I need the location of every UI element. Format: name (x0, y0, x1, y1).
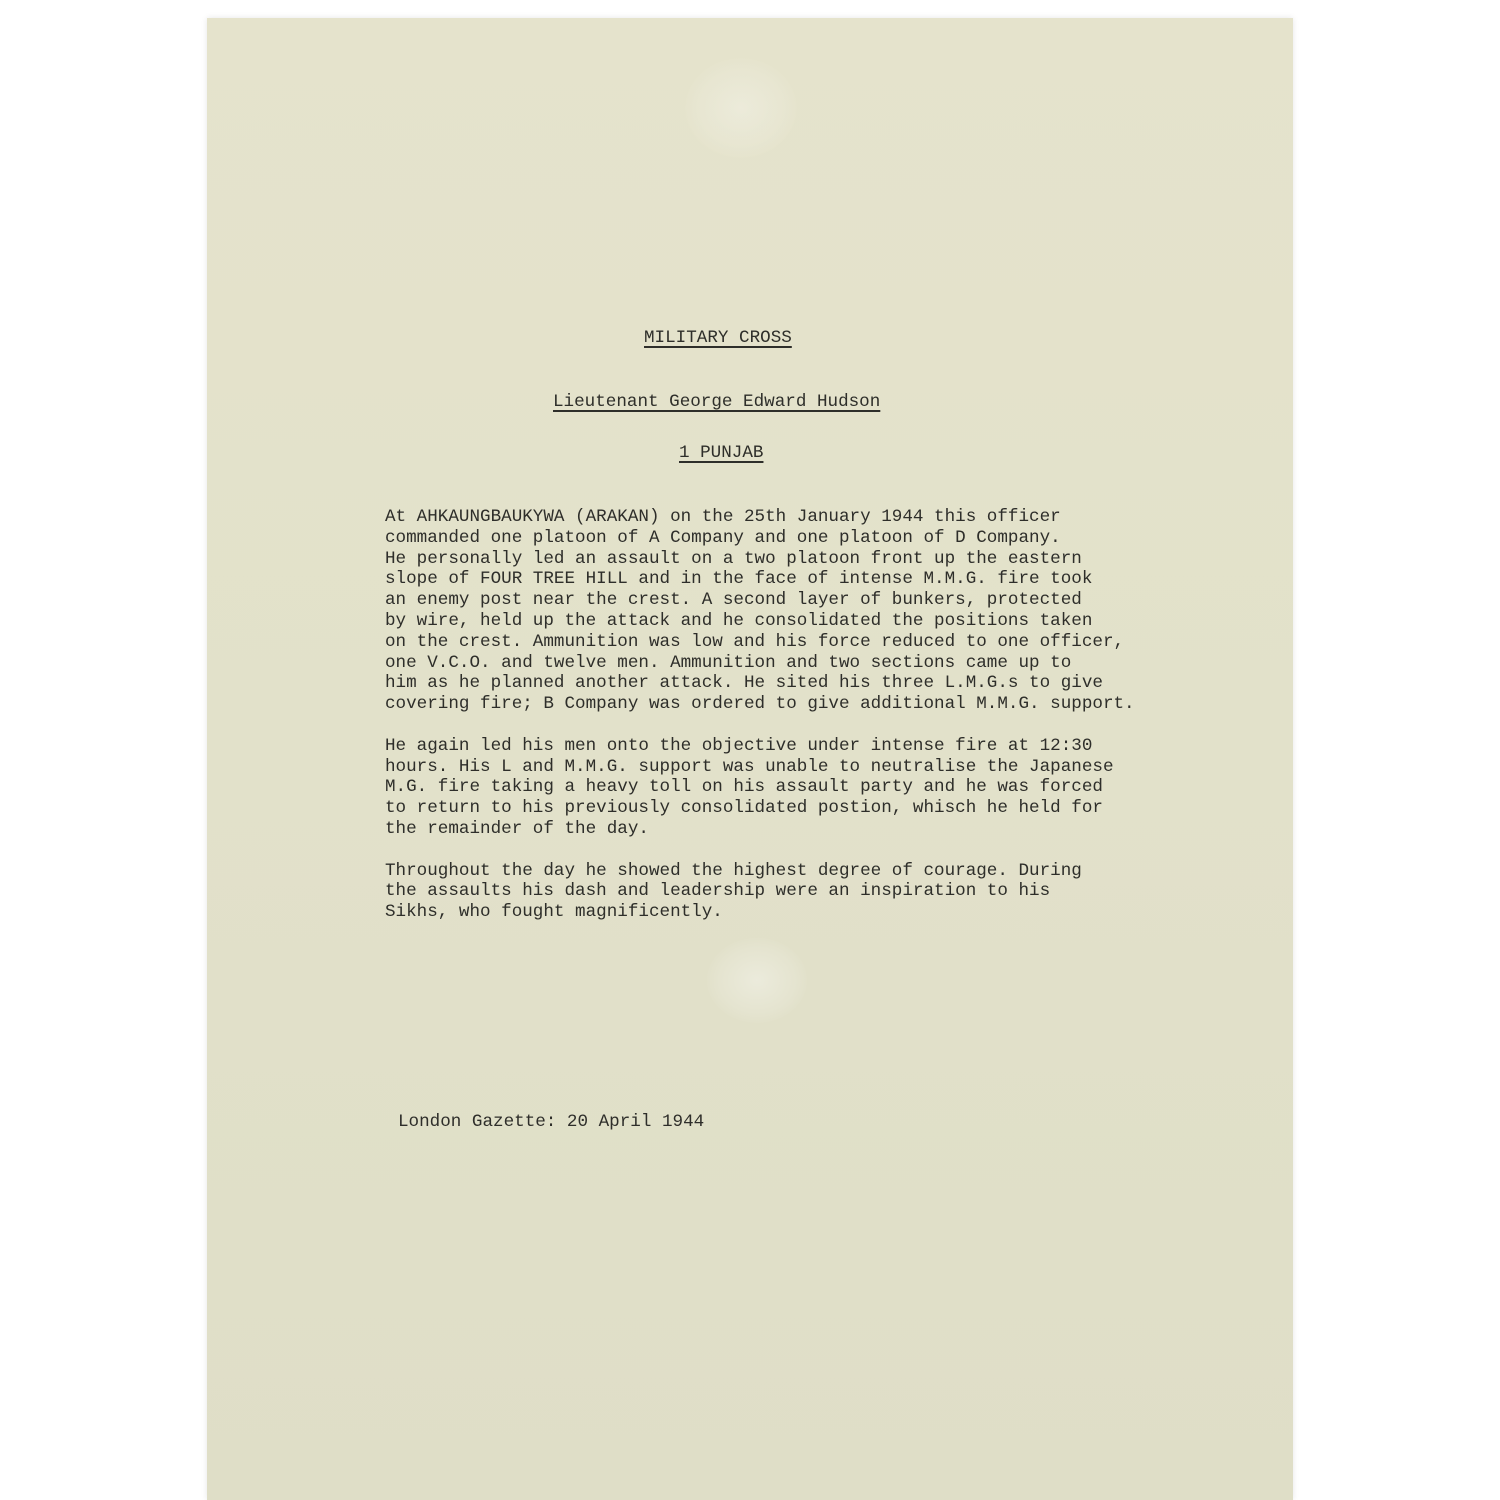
embossed-seal-top (685, 58, 797, 158)
gazette-reference: London Gazette: 20 April 1944 (398, 1112, 705, 1132)
citation-line: an enemy post near the crest. A second layer of bunkers, protected (385, 590, 1082, 611)
citation-line: hours. His L and M.M.G. support was unable to neutralise the Japanese (385, 756, 1114, 777)
unit-name: 1 PUNJAB (679, 443, 764, 463)
recipient-name: Lieutenant George Edward Hudson (553, 392, 881, 412)
citation-line: to return to his previously consolidated postion, whisch he held for (385, 798, 1103, 819)
citation-line: At AHKAUNGBAUKYWA (ARAKAN) on the 25th January 1944 this officer (385, 507, 1061, 527)
citation-line: He again led his men onto the objective under intense fire at 12:30 (385, 735, 1093, 756)
award-title: MILITARY CROSS (644, 328, 792, 348)
citation-line: by wire, held up the attack and he consolidated the positions taken (385, 610, 1093, 631)
citation-line: slope of FOUR TREE HILL and in the face of intense M.M.G. fire took (385, 569, 1093, 590)
citation-paragraph-2 (385, 736, 1265, 840)
citation-line: commanded one platoon of A Company and one platoon of D Company. (385, 527, 1061, 548)
citation-line: the remainder of the day. (385, 818, 649, 839)
citation-line: covering fire; B Company was ordered to give additional M.M.G. support. (385, 694, 1135, 715)
citation-line: on the crest. Ammunition was low and his force reduced to one officer, (385, 631, 1125, 652)
citation-line: the assaults his dash and leadership were an inspiration to his (385, 881, 1051, 902)
citation-paragraph-3 (385, 861, 1265, 923)
citation-line: M.G. fire taking a heavy toll on his assault party and he was forced (385, 777, 1103, 798)
embossed-seal-bottom (707, 938, 807, 1023)
citation-line: Sikhs, who fought magnificently. (385, 902, 723, 923)
citation-line: him as he planned another attack. He sited his three L.M.G.s to give (385, 673, 1103, 694)
citation-line: Throughout the day he showed the highest degree of courage. During (385, 860, 1082, 881)
citation-line: one V.C.O. and twelve men. Ammunition and two sections came up to (385, 652, 1072, 673)
citation-line: He personally led an assault on a two platoon front up the eastern (385, 548, 1082, 569)
citation-paragraph-1 (385, 507, 1265, 715)
citation-body (385, 507, 1265, 944)
document-sheet (207, 18, 1293, 1500)
